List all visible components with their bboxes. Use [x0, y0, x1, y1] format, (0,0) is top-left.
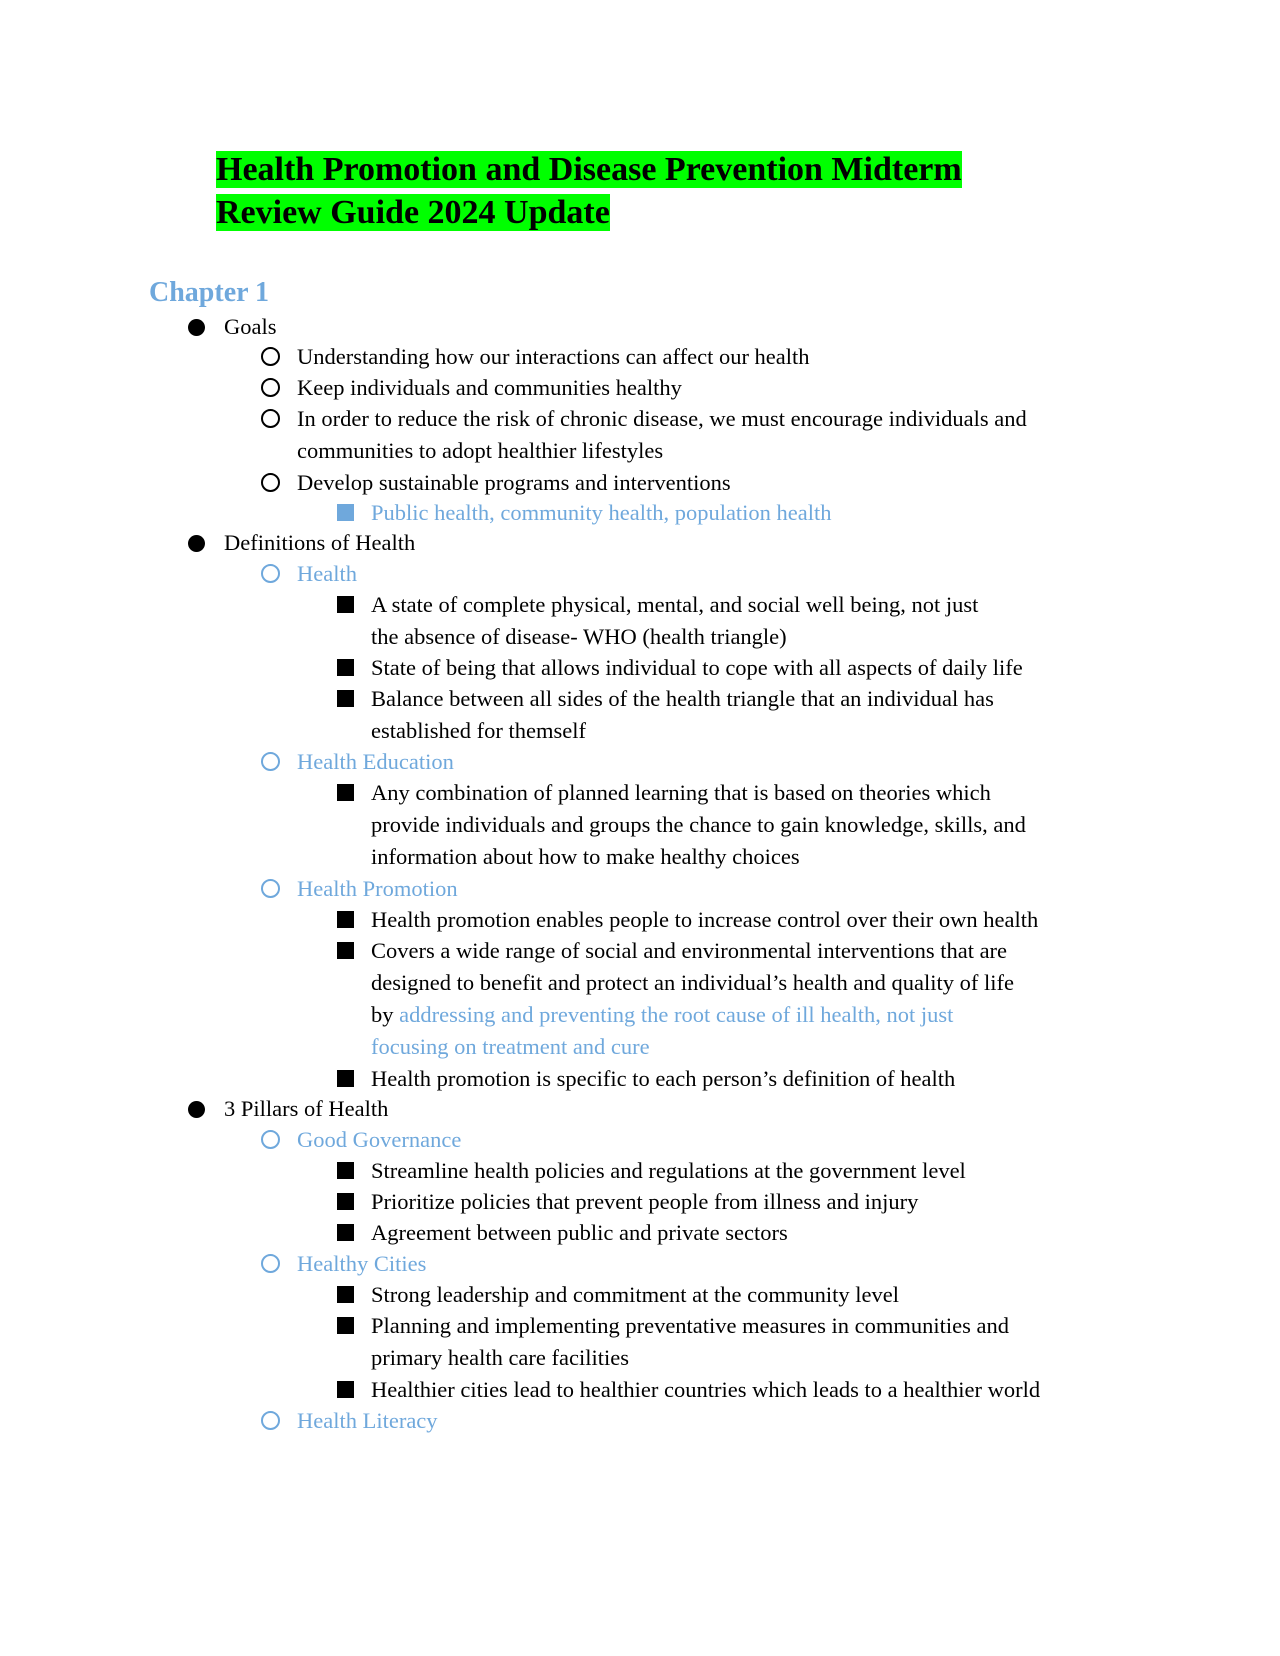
- list-item-continuation: [371, 998, 1191, 1031]
- square-bullet-icon: [337, 1224, 354, 1241]
- square-bullet-icon: [337, 504, 354, 521]
- list-item-text: Prioritize policies that prevent people from illness and injury: [371, 1189, 919, 1214]
- list-item-continuation: [371, 840, 1191, 873]
- document-title: [216, 148, 1116, 234]
- inline-highlight-text: addressing and preventing the root cause of ill health, not just: [399, 1002, 954, 1027]
- disc-bullet-icon: [188, 535, 205, 552]
- list-item-text: Develop sustainable programs and interventions: [297, 470, 731, 495]
- list-item-text: Health Promotion: [297, 876, 458, 901]
- square-bullet-icon: [337, 596, 354, 613]
- circle-bullet-icon: [261, 1411, 280, 1430]
- square-bullet-icon: [337, 659, 354, 676]
- list-item: [371, 1216, 1191, 1249]
- list-item-text: In order to reduce the risk of chronic disease, we must encourage individuals and: [297, 406, 1027, 431]
- list-item-continuation: [371, 808, 1191, 841]
- list-item-text: information about how to make healthy choices: [371, 844, 800, 869]
- chapter-heading: Chapter 1: [149, 277, 270, 308]
- list-item-text: Goals: [224, 314, 277, 339]
- list-item: [371, 1062, 1191, 1095]
- list-item-text: Covers a wide range of social and environmental interventions that are: [371, 938, 1008, 963]
- circle-bullet-icon: [261, 1130, 280, 1149]
- circle-bullet-icon: [261, 378, 280, 397]
- list-item: [297, 466, 1117, 499]
- list-item: [297, 1404, 1117, 1437]
- list-item: [297, 1123, 1117, 1156]
- list-item-text: [371, 998, 1191, 1031]
- list-item-continuation: [371, 620, 1191, 653]
- square-bullet-icon: [337, 1162, 354, 1179]
- list-item: [297, 745, 1117, 778]
- list-item: [371, 1154, 1191, 1187]
- list-item-text: Health promotion enables people to increase control over their own health: [371, 907, 1039, 932]
- title-line-2: Review Guide 2024 Update: [216, 194, 610, 231]
- list-item-text: Planning and implementing preventative measures in communities and: [371, 1313, 1009, 1338]
- list-item-text: Healthier cities lead to healthier countries which leads to a healthier world: [371, 1377, 1041, 1402]
- disc-bullet-icon: [188, 1101, 205, 1118]
- list-item-continuation: [297, 434, 1117, 467]
- list-item-text: State of being that allows individual to cope with all aspects of daily life: [371, 655, 1023, 680]
- list-item-text: focusing on treatment and cure: [371, 1034, 650, 1059]
- square-bullet-icon: [337, 1193, 354, 1210]
- list-item: [371, 1278, 1191, 1311]
- square-bullet-icon: [337, 1317, 354, 1334]
- list-item: [297, 557, 1117, 590]
- list-item: [371, 903, 1191, 936]
- list-item: [371, 496, 1191, 529]
- list-item-text: established for themself: [371, 718, 586, 743]
- square-bullet-icon: [337, 784, 354, 801]
- list-item-text: Public health, community health, population health: [371, 500, 832, 525]
- circle-bullet-icon: [261, 752, 280, 771]
- list-item-pillars: [224, 1092, 1044, 1125]
- circle-bullet-icon: [261, 879, 280, 898]
- list-item: [297, 1247, 1117, 1280]
- list-item-goals: [224, 310, 1044, 343]
- list-item-text: communities to adopt healthier lifestyles: [297, 438, 664, 463]
- list-item-text: Agreement between public and private sectors: [371, 1220, 788, 1245]
- list-item-text: Any combination of planned learning that is based on theories which: [371, 780, 991, 805]
- list-item-text: Balance between all sides of the health triangle that an individual has: [371, 686, 994, 711]
- list-item-text: Keep individuals and communities healthy: [297, 375, 682, 400]
- title-line-1: Health Promotion and Disease Prevention Midterm: [216, 151, 962, 188]
- list-item: [371, 776, 1191, 809]
- list-item-text: Health Education: [297, 749, 454, 774]
- list-item: [371, 934, 1191, 967]
- list-item-continuation: [371, 1341, 1191, 1374]
- disc-bullet-icon: [188, 319, 205, 336]
- list-item-text: Health Literacy: [297, 1408, 438, 1433]
- list-item-text: Definitions of Health: [224, 530, 416, 555]
- list-item-text: Health promotion is specific to each person’s definition of health: [371, 1066, 956, 1091]
- list-item: [371, 682, 1191, 715]
- list-item-text: Healthy Cities: [297, 1251, 427, 1276]
- circle-bullet-icon: [261, 1254, 280, 1273]
- inline-text: by: [371, 1002, 400, 1027]
- circle-bullet-icon: [261, 473, 280, 492]
- list-item-text: Strong leadership and commitment at the community level: [371, 1282, 900, 1307]
- list-item-text: provide individuals and groups the chance to gain knowledge, skills, and: [371, 812, 1026, 837]
- list-item-text: A state of complete physical, mental, and social well being, not just: [371, 592, 979, 617]
- list-item: [297, 371, 1117, 404]
- list-item: [371, 1373, 1191, 1406]
- list-item-definitions: [224, 526, 1044, 559]
- circle-bullet-icon: [261, 564, 280, 583]
- list-item-continuation: [371, 966, 1191, 999]
- list-item-text: 3 Pillars of Health: [224, 1096, 389, 1121]
- square-bullet-icon: [337, 690, 354, 707]
- square-bullet-icon: [337, 942, 354, 959]
- list-item-text: the absence of disease- WHO (health triangle): [371, 624, 787, 649]
- list-item: [297, 872, 1117, 905]
- list-item: [297, 402, 1117, 435]
- list-item-text: primary health care facilities: [371, 1345, 629, 1370]
- square-bullet-icon: [337, 1070, 354, 1087]
- list-item: [371, 1309, 1191, 1342]
- square-bullet-icon: [337, 911, 354, 928]
- list-item: [371, 588, 1191, 621]
- list-item-text: Streamline health policies and regulations at the government level: [371, 1158, 966, 1183]
- list-item-continuation: [371, 714, 1191, 747]
- list-item-continuation: [371, 1030, 1191, 1063]
- circle-bullet-icon: [261, 409, 280, 428]
- circle-bullet-icon: [261, 347, 280, 366]
- list-item-text: Good Governance: [297, 1127, 462, 1152]
- list-item-text: Health: [297, 561, 357, 586]
- square-bullet-icon: [337, 1381, 354, 1398]
- list-item: [371, 1185, 1191, 1218]
- list-item-text: designed to benefit and protect an individual’s health and quality of life: [371, 970, 1014, 995]
- list-item: [297, 340, 1117, 373]
- square-bullet-icon: [337, 1286, 354, 1303]
- list-item-text: Understanding how our interactions can affect our health: [297, 344, 810, 369]
- list-item: [371, 651, 1191, 684]
